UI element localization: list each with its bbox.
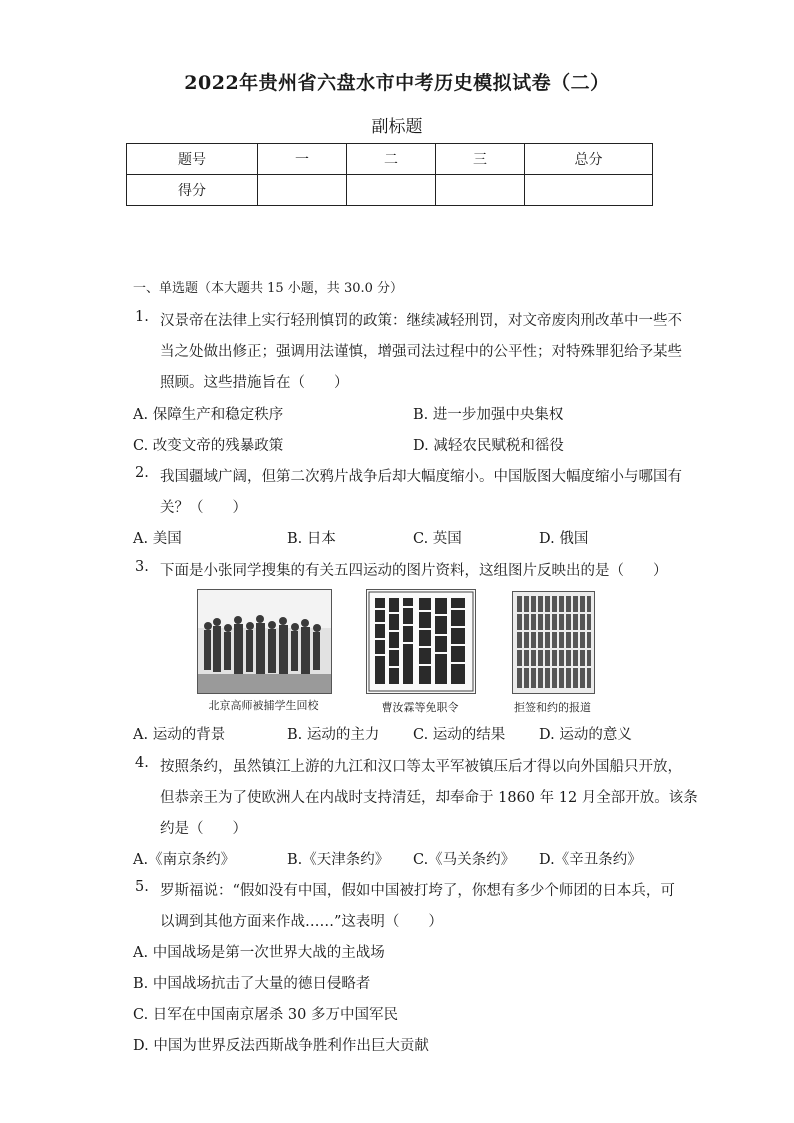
- option-a[interactable]: A. 美国: [133, 531, 182, 547]
- photo-caption: 拒签和约的报道: [514, 701, 591, 714]
- score-input-cell[interactable]: [258, 175, 347, 206]
- option-a[interactable]: A. 运动的背景: [133, 727, 226, 743]
- photo-caption: 曹汝霖等免职令: [381, 701, 459, 714]
- question-number: 3.: [135, 559, 149, 575]
- question-text: 按照条约，虽然镇江上游的九江和汉口等太平军被镇压后才得以向外国船只开放，: [160, 759, 682, 775]
- photo-treaty-report-graphic: [513, 592, 594, 693]
- photo-students-return-graphic: [198, 590, 331, 693]
- score-cell: 得分: [127, 175, 258, 206]
- score-cell: 三: [436, 144, 525, 175]
- question-number: 5.: [135, 879, 149, 895]
- question-text: 我国疆域广阔，但第二次鸦片战争后却大幅度缩小。中国版图大幅度缩小与哪国有: [160, 469, 682, 485]
- option-d[interactable]: D. 中国为世界反法西斯战争胜利作出巨大贡献: [133, 1038, 429, 1054]
- option-c[interactable]: C. 运动的结果: [413, 727, 506, 743]
- option-b[interactable]: B. 进一步加强中央集权: [413, 407, 564, 423]
- section-heading: 一、单选题（本大题共 15 小题，共 30.0 分）: [133, 281, 404, 296]
- score-cell: 题号: [127, 144, 258, 175]
- question-number: 4.: [135, 755, 149, 771]
- photo-students-return: [197, 589, 332, 694]
- option-a[interactable]: A. 中国战场是第一次世界大战的主战场: [133, 945, 385, 961]
- photo-dismissal-order-graphic: [367, 590, 475, 693]
- option-c[interactable]: C. 英国: [413, 531, 462, 547]
- option-a[interactable]: A. 保障生产和稳定秩序: [133, 407, 284, 423]
- option-c[interactable]: C. 日军在中国南京屠杀 30 多万中国军民: [133, 1007, 398, 1023]
- option-a[interactable]: A.《南京条约》: [133, 852, 236, 868]
- question-text: 约是（ ）: [160, 821, 247, 837]
- option-c[interactable]: C. 改变文帝的残暴政策: [133, 438, 284, 454]
- score-input-cell[interactable]: [525, 175, 653, 206]
- photo-dismissal-order: [366, 589, 476, 694]
- score-input-cell[interactable]: [347, 175, 436, 206]
- question-number: 2.: [135, 465, 149, 481]
- page-subtitle: 副标题: [371, 117, 423, 137]
- question-text: 照顾。这些措施旨在（ ）: [160, 375, 349, 391]
- score-cell: 二: [347, 144, 436, 175]
- question-text: 以调到其他方面来作战……”这表明（ ）: [160, 914, 443, 930]
- question-text: 下面是小张同学搜集的有关五四运动的图片资料，这组图片反映出的是（ ）: [160, 563, 668, 579]
- question-text: 关？（ ）: [160, 500, 247, 516]
- option-b[interactable]: B. 中国战场抗击了大量的德日侵略者: [133, 976, 371, 992]
- option-d[interactable]: D.《辛丑条约》: [539, 852, 642, 868]
- option-b[interactable]: B. 日本: [287, 531, 336, 547]
- score-cell: 总分: [525, 144, 653, 175]
- photo-caption: 北京高师被捕学生回校: [208, 699, 319, 712]
- question-text: 罗斯福说：“假如没有中国，假如中国被打垮了，你想有多少个师团的日本兵，可: [160, 883, 675, 899]
- option-b[interactable]: B.《天津条约》: [287, 852, 390, 868]
- question-number: 1.: [135, 309, 149, 325]
- score-table: [126, 143, 653, 206]
- question-text: 汉景帝在法律上实行轻刑慎罚的政策：继续减轻刑罚，对文帝废肉刑改革中一些不: [160, 313, 682, 329]
- option-d[interactable]: D. 俄国: [539, 531, 589, 547]
- score-input-cell[interactable]: [436, 175, 525, 206]
- score-table-score-row: [127, 175, 653, 206]
- option-c[interactable]: C.《马关条约》: [413, 852, 516, 868]
- option-d[interactable]: D. 减轻农民赋税和徭役: [413, 438, 564, 454]
- page-title: 2022年贵州省六盘水市中考历史模拟试卷（二）: [184, 72, 610, 94]
- option-b[interactable]: B. 运动的主力: [287, 727, 380, 743]
- photo-treaty-report: [512, 591, 595, 694]
- option-d[interactable]: D. 运动的意义: [539, 727, 632, 743]
- score-table-header-row: [127, 144, 653, 175]
- question-text: 当之处做出修正；强调用法谨慎，增强司法过程中的公平性；对特殊罪犯给予某些: [160, 344, 682, 360]
- question-text: 但恭亲王为了使欧洲人在内战时支持清廷，却奉命于 1860 年 12 月全部开放。该条: [160, 790, 698, 806]
- score-cell: 一: [258, 144, 347, 175]
